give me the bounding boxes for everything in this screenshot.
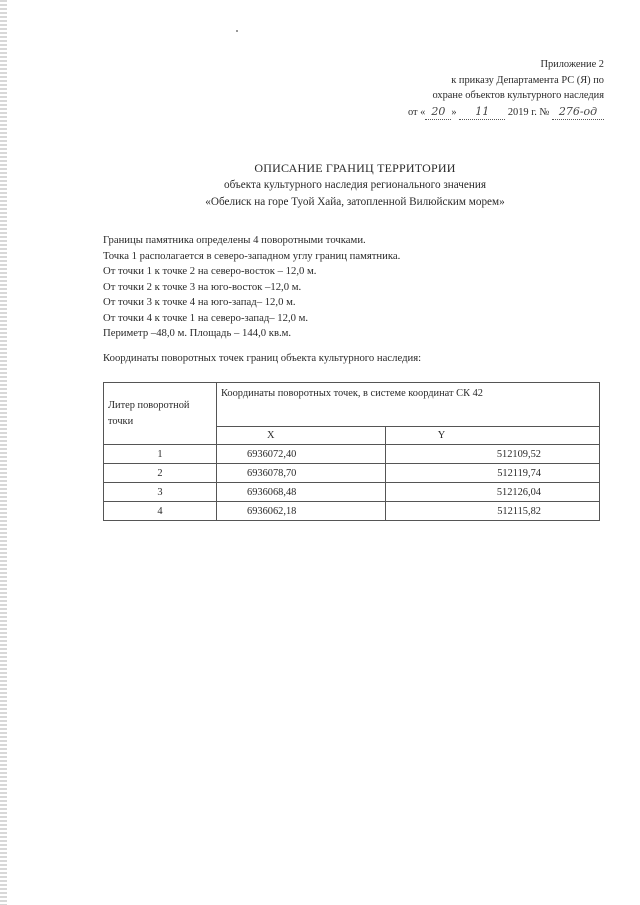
header-x: X (217, 427, 386, 445)
date-year: 2019 г. № (507, 106, 550, 118)
appendix-date-line (408, 104, 604, 121)
boundary-description (103, 233, 400, 342)
cell-x: 6936068,48 (217, 483, 386, 502)
cell-x: 6936062,18 (217, 502, 386, 521)
cell-y: 512126,04 (385, 483, 599, 502)
table-header-row (104, 383, 600, 427)
date-month: 11 (459, 104, 505, 121)
description-line: Точка 1 располагается в северо-западном углу границ памятника. (103, 249, 401, 262)
cell-point: 2 (104, 464, 217, 483)
header-y: Y (385, 427, 599, 445)
header-coordinates: Координаты поворотных точек, в системе координат СК 42 (217, 383, 600, 427)
cell-y: 512115,82 (385, 502, 599, 521)
coordinates-table (103, 382, 600, 521)
scan-edge-artifact (0, 0, 7, 905)
description-line: От точки 4 к точке 1 на северо-запад– 12,0 м. (103, 311, 309, 324)
title-line-3: «Обелиск на горе Туой Хайа, затопленной Вилюйским морем» (205, 196, 505, 208)
appendix-line-1: Приложение 2 (540, 59, 604, 70)
cell-point: 3 (104, 483, 217, 502)
description-line: От точки 1 к точке 2 на северо-восток – 12,0 м. (103, 265, 317, 277)
description-line: Периметр –48,0 м. Площадь – 144,0 кв.м. (103, 327, 292, 339)
cell-x: 6936078,70 (217, 464, 386, 483)
cell-y: 512109,52 (385, 445, 599, 464)
description-line: От точки 2 к точке 3 на юго-восток –12,0 м. (103, 280, 302, 293)
header-point-letter: Литер поворотной точки (104, 383, 217, 445)
description-line: Границы памятника определены 4 поворотными точками. (103, 234, 366, 246)
cell-x: 6936072,40 (217, 445, 386, 464)
date-day: 20 (425, 104, 451, 121)
table-row (104, 502, 600, 521)
order-number: 276-од (552, 104, 604, 121)
date-mid: » (451, 106, 457, 118)
title-line-1: ОПИСАНИЕ ГРАНИЦ ТЕРРИТОРИИ (254, 161, 456, 175)
cell-point: 4 (104, 502, 217, 521)
appendix-header (408, 57, 604, 120)
cell-point: 1 (104, 445, 217, 464)
date-prefix: от « (407, 106, 426, 118)
appendix-line-3: охране объектов культурного наследия (432, 90, 604, 101)
appendix-line-2: к приказу Департамента РС (Я) по (451, 74, 604, 86)
description-line: От точки 3 к точке 4 на юго-запад– 12,0 м. (103, 296, 296, 308)
scan-speck (236, 30, 238, 32)
table-row (104, 464, 600, 483)
table-caption: Координаты поворотных точек границ объекта культурного наследия: (103, 352, 422, 364)
table-row (104, 483, 600, 502)
cell-y: 512119,74 (385, 464, 599, 483)
table-row (104, 445, 600, 464)
title-line-2: объекта культурного наследия регионального значения (223, 179, 486, 191)
document-title (140, 160, 570, 211)
